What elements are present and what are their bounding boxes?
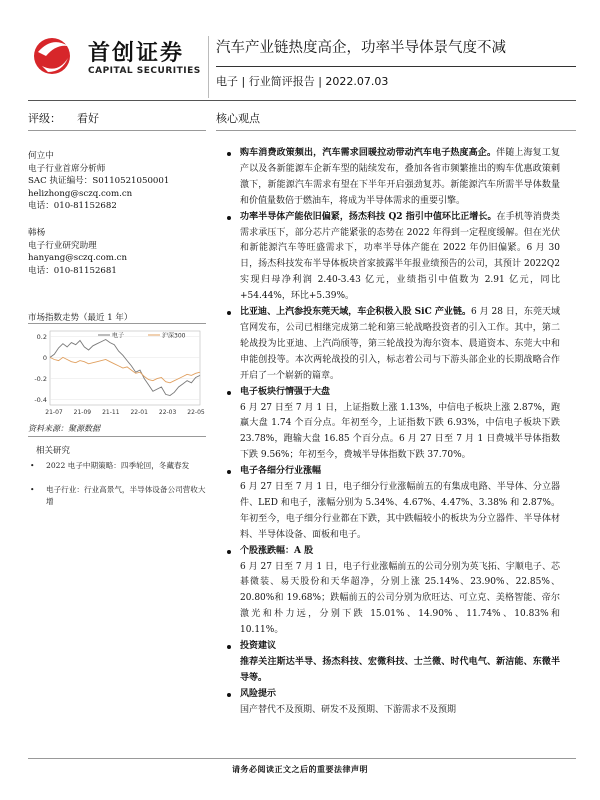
section-item (216, 544, 560, 560)
x-tick-label: 22-05 (187, 409, 205, 416)
section-heading: 风险提示 (240, 688, 277, 699)
core-view-title: 核心观点 (216, 112, 260, 125)
brand-logo (28, 30, 203, 86)
section-heading: 功率半导体产能依旧偏紧，扬杰科技 Q2 指引中值环比正增长。 (240, 211, 497, 222)
legend-label: 电子 (112, 332, 125, 340)
legend-label: 沪深300 (162, 332, 186, 340)
x-tick-label: 22-01 (130, 409, 148, 416)
section-heading: 投资建议 (240, 641, 277, 652)
section-item (216, 146, 560, 210)
section-item (216, 639, 560, 655)
section-text: 6 月 27 日至 7 月 1 日，电子行业涨幅前五的公司分别为英飞拓、宇顺电子、芯碁微装、易天股份和天华超净，分别上涨 25.14%、23.90%、22.85%、20.80%和 19.68%；跌幅前五的公司分别为欣旺达、可立克、美格智能、帝尔激光和朴力远，分别下跌 15.01%、14.90%、11.74%、10.83%和 10.11%。 (240, 561, 560, 636)
bullet-icon (227, 216, 231, 220)
section-text: 推荐关注斯达半导、扬杰科技、宏微科技、士兰微、时代电气、新洁能、东微半导等。 (240, 657, 560, 683)
analyst-license: SAC 执证编号：S0110521050001 (28, 176, 170, 186)
chart-title: 市场指数走势（最近 1 年） (28, 313, 133, 323)
market-index-chart (28, 325, 206, 421)
analyst-name: 韩杨 (28, 228, 46, 238)
bullet-icon (227, 391, 231, 395)
rating-rule (28, 100, 576, 101)
report-subtitle: 电子 | 行业简评报告 | 2022.07.03 (216, 75, 389, 88)
section-heading: 比亚迪、上汽参投东莞天域，车企积极入股 SiC 产业链。 (240, 307, 471, 318)
analyst-email[interactable]: helizhong@sczq.com.cn (28, 188, 133, 199)
related-item-text: 电子行业：行业高景气，半导体设备公司营收大增 (46, 485, 206, 506)
bullet-icon (227, 470, 231, 474)
chart-bottom-rule (28, 436, 206, 437)
section-item (216, 305, 560, 385)
chart-source: 资料来源：聚源数据 (28, 424, 100, 433)
section-heading: 购车消费政策频出，汽车需求回暖拉动带动汽车电子热度高企。 (240, 148, 497, 158)
section-rule-right (216, 130, 576, 131)
analyst-role: 电子行业研究助理 (28, 240, 97, 251)
section-item (216, 210, 560, 305)
x-tick-label: 22-03 (158, 409, 177, 416)
analyst-name: 何立中 (28, 151, 54, 161)
section-text: 6 月 27 日至 7 月 1 日，上证指数上涨 1.13%，中信电子板块上涨 2.87%，跑赢大盘 1.74 个百分点。年初至今，上证指数下跌 6.93%，中信电子板块下跌 23.78%，跑输大盘 16.85 个百分点。6 月 27 日至 7 月 1 日费城半导体指数下跌 9.56%；年初至今，费城半导体指数下跌 37.70%。 (240, 402, 560, 461)
analyst-card-1 (28, 150, 169, 213)
section-text: 6 月 28 日，东莞天域官网发布，公司已相继完成第二轮和第三轮战略投资者的引入工作。其中，第二轮战投为比亚迪、上汽尚颀等，第三轮战投为海尔资本、晨道资本、东莞大中和申能创投等。本次两轮战投的引入，标志着公司与下游头部企业的长期战略合作开启了一个崭新的篇章。 (240, 307, 560, 381)
section-text: 伴随上海复工复产以及各新能源车企新车型的陆续发布，叠加各省市频繁推出的购车优惠政策刺激下，新能源汽车需求有望在下半年开启强劲复苏。新能源汽车所需半导体数量和价值量数倍于燃油车，将成为半导体需求的重要引擎。 (240, 148, 560, 206)
x-tick-label: 21-07 (45, 409, 63, 416)
section-text: 6 月 27 日至 7 月 1 日，电子细分行业涨幅前五的有集成电路、半导体、分立器件、LED 和电子，涨幅分别为 5.34%、4.67%、4.47%、3.38% 和 2.87%。年初至今，电子细分行业都在下跌，其中跌幅较小的板块为分立器件、半导体材料、半导体设备、面板和电子。 (240, 482, 560, 540)
related-item-text: 2022 电子中期策略：四季轮回，冬藏春发 (46, 461, 190, 470)
section-text: 在手机等消费类需求承压下，部分芯片产能紧张的态势在 2022 年得到一定程度缓解。但在光伏和新能源汽车等旺盛需求下，功率半导体产能在 2022 年仍旧偏紧。6 月 30 日，扬杰科技发布半导体板块首家披露半年报业绩预告的公司，其预计 2022Q2 实现归母净利润 2.40-3.43 亿元，业绩指引中值数为 2.91 亿元，同比+54.44%，环比+5.39%。 (240, 211, 560, 302)
section-item (216, 385, 560, 401)
report-header (0, 0, 600, 100)
brand-name-en: CAPITAL SECURITIES (88, 66, 201, 76)
rating-value: 看好 (77, 112, 99, 125)
related-research-title: 相关研究 (36, 446, 71, 456)
bullet-icon (227, 311, 231, 315)
section-heading: 电子各细分行业涨幅 (240, 466, 322, 477)
section-heading: 电子板块行情强于大盘 (240, 386, 331, 397)
analyst-phone: 电话：010-81152681 (28, 265, 117, 276)
rating-label: 评级： (28, 112, 61, 125)
analyst-card-2 (28, 227, 127, 277)
report-title: 汽车产业链热度高企，功率半导体景气度不减 (216, 40, 506, 56)
brand-name-cn: 首创证券 (88, 41, 185, 66)
bullet-icon (227, 550, 231, 554)
bullet-icon (227, 152, 231, 156)
bullet-icon (227, 645, 231, 649)
series-line-csi300 (50, 357, 200, 382)
section-heading: 个股涨跌幅：A 股 (240, 545, 314, 556)
footer-rule (28, 758, 576, 759)
analyst-role: 电子行业首席分析师 (28, 163, 106, 174)
section-rule-left (28, 130, 206, 131)
rating (28, 110, 99, 126)
y-tick-label: 0 (42, 353, 47, 362)
y-tick-label: -0.4 (34, 396, 47, 405)
footer-disclaimer: 请务必阅读正文之后的重要法律声明 (232, 764, 368, 774)
bullet-icon (227, 693, 231, 697)
core-view-content (216, 146, 560, 719)
section-item (216, 687, 560, 703)
header-rule (216, 66, 576, 67)
section-item (216, 464, 560, 480)
section-text: 国产替代不及预期、研发不及预期、下游需求不及预期 (240, 704, 457, 715)
y-tick-label: -0.2 (34, 375, 47, 384)
x-tick-label: 21-11 (102, 409, 120, 416)
bullet-icon: • (30, 485, 35, 494)
chart-frame (50, 331, 200, 405)
chart-rule (28, 323, 206, 324)
header-divider (208, 36, 209, 98)
logo-mark-icon (28, 30, 84, 86)
bullet-icon: • (30, 461, 35, 470)
analyst-email[interactable]: hanyang@sczq.com.cn (28, 253, 128, 263)
y-tick-label: 0.2 (36, 332, 47, 341)
analyst-phone: 电话：010-81152682 (28, 201, 117, 211)
x-tick-label: 21-09 (73, 409, 92, 416)
